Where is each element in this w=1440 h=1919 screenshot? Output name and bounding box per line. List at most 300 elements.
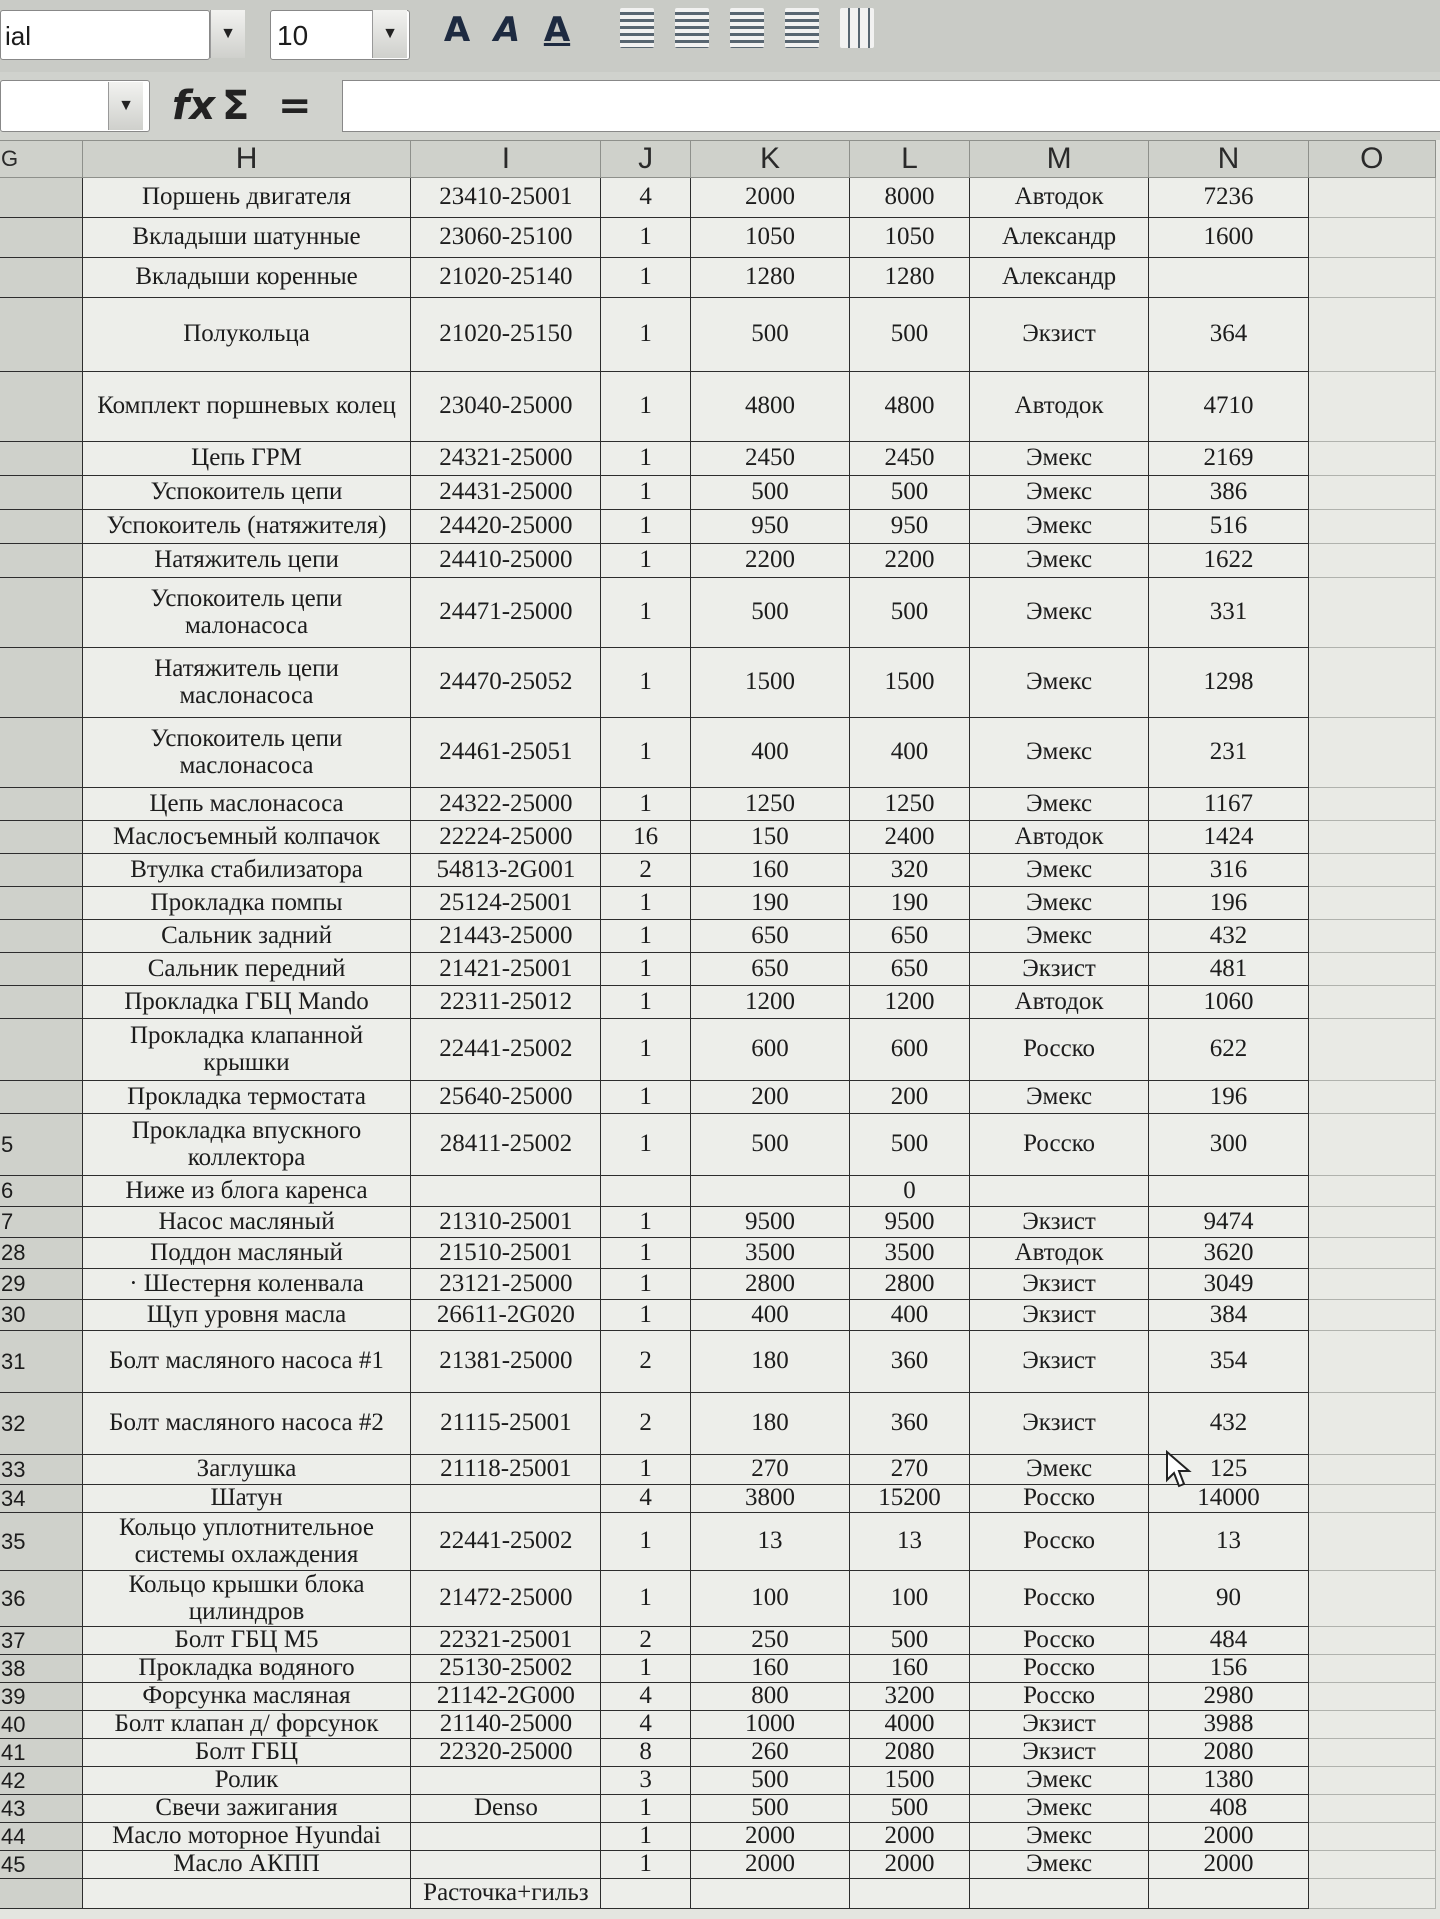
cell-m[interactable]: Экзист [969,298,1149,372]
cell-m[interactable]: Росско [969,1627,1149,1655]
cell-m[interactable]: Эмекс [969,920,1149,953]
cell-k[interactable]: 190 [690,887,849,920]
cell-i[interactable]: 24470-25052 [411,648,601,718]
cell-m[interactable]: Эмекс [969,1823,1149,1851]
cell-k[interactable] [690,1176,849,1207]
cell-l[interactable]: 2200 [850,544,970,578]
cell-m[interactable]: Экзист [969,1300,1149,1331]
cell-k[interactable]: 9500 [690,1207,849,1238]
cell-k[interactable]: 200 [690,1081,849,1114]
cell-h[interactable]: Болт масляного насоса #1 [82,1331,411,1393]
font-size-combobox[interactable]: 10 [270,10,410,60]
row-header[interactable]: 45 [0,1851,82,1879]
row-header[interactable]: 6 [0,1176,82,1207]
cell-i[interactable]: 24471-25000 [411,578,601,648]
cell-i[interactable]: 24322-25000 [411,788,601,821]
cell-i[interactable]: 22224-25000 [411,821,601,854]
cell-n[interactable]: 316 [1149,854,1308,887]
cell-h[interactable]: Прокладка впускного коллектора [82,1114,411,1176]
cell-k[interactable]: 950 [690,510,849,544]
cell-j[interactable]: 1 [601,986,691,1019]
cell-o[interactable] [1308,510,1435,544]
cell-o[interactable] [1308,178,1435,218]
cell-j[interactable] [601,1879,691,1909]
row-header[interactable]: 34 [0,1485,82,1513]
cell-n[interactable]: 1298 [1149,648,1308,718]
italic-icon[interactable]: A [493,10,521,50]
cell-i[interactable] [411,1823,601,1851]
cell-o[interactable] [1308,1795,1435,1823]
cell-i[interactable]: 24321-25000 [411,442,601,476]
cell-m[interactable] [969,1879,1149,1909]
column-header-g[interactable]: G [0,141,82,178]
row-header[interactable] [0,298,82,372]
cell-l[interactable]: 15200 [850,1485,970,1513]
cell-m[interactable]: Росско [969,1485,1149,1513]
cell-k[interactable]: 4800 [690,372,849,442]
cell-n[interactable]: 3049 [1149,1269,1308,1300]
row-header[interactable] [0,1019,82,1081]
row-header[interactable] [0,788,82,821]
cell-l[interactable]: 2000 [850,1851,970,1879]
cell-k[interactable]: 500 [690,1795,849,1823]
equals-icon[interactable]: = [278,83,312,129]
cell-j[interactable]: 1 [601,1655,691,1683]
row-header[interactable] [0,442,82,476]
cell-h[interactable]: Успокоитель цепи маслонасоса [82,718,411,788]
cell-h[interactable]: · Шестерня коленвала [82,1269,411,1300]
cell-k[interactable]: 2800 [690,1269,849,1300]
cell-j[interactable]: 1 [601,1455,691,1485]
cell-m[interactable]: Росско [969,1683,1149,1711]
cell-m[interactable]: Эмекс [969,1795,1149,1823]
cell-o[interactable] [1308,821,1435,854]
cell-i[interactable]: 23040-25000 [411,372,601,442]
row-header[interactable] [0,854,82,887]
cell-k[interactable]: 400 [690,1300,849,1331]
cell-i[interactable]: 54813-2G001 [411,854,601,887]
cell-h[interactable]: Вкладыши коренные [82,258,411,298]
row-header[interactable]: 43 [0,1795,82,1823]
row-header[interactable]: 30 [0,1300,82,1331]
cell-k[interactable]: 180 [690,1331,849,1393]
cell-k[interactable]: 500 [690,1114,849,1176]
cell-j[interactable]: 1 [601,648,691,718]
cell-h[interactable]: Поршень двигателя [82,178,411,218]
cell-n[interactable]: 2169 [1149,442,1308,476]
cell-l[interactable]: 600 [850,1019,970,1081]
cell-i[interactable]: 21381-25000 [411,1331,601,1393]
cell-n[interactable]: 622 [1149,1019,1308,1081]
cell-j[interactable]: 1 [601,1238,691,1269]
row-header[interactable] [0,1879,82,1909]
cell-h[interactable]: Полукольца [82,298,411,372]
cell-l[interactable]: 950 [850,510,970,544]
cell-j[interactable]: 4 [601,178,691,218]
cell-m[interactable]: Эмекс [969,442,1149,476]
justify-icon[interactable] [785,8,819,48]
cell-k[interactable]: 2450 [690,442,849,476]
cell-n[interactable]: 3988 [1149,1711,1308,1739]
cell-m[interactable]: Росско [969,1019,1149,1081]
cell-i[interactable]: 21310-25001 [411,1207,601,1238]
row-header[interactable]: 36 [0,1571,82,1627]
cell-h[interactable]: Ниже из блога каренса [82,1176,411,1207]
cell-k[interactable]: 800 [690,1683,849,1711]
cell-m[interactable]: Экзист [969,953,1149,986]
cell-n[interactable] [1149,1879,1308,1909]
cell-m[interactable]: Экзист [969,1331,1149,1393]
cell-m[interactable]: Автодок [969,372,1149,442]
cell-j[interactable]: 1 [601,544,691,578]
cell-j[interactable]: 2 [601,854,691,887]
cell-h[interactable]: Прокладка водяного [82,1655,411,1683]
cell-i[interactable]: 21140-25000 [411,1711,601,1739]
cell-n[interactable]: 354 [1149,1331,1308,1393]
cell-k[interactable]: 2000 [690,1851,849,1879]
cell-n[interactable]: 196 [1149,887,1308,920]
cell-j[interactable]: 1 [601,510,691,544]
cell-h[interactable]: Сальник передний [82,953,411,986]
cell-k[interactable]: 400 [690,718,849,788]
cell-l[interactable]: 9500 [850,1207,970,1238]
bold-icon[interactable]: A [443,10,471,50]
row-header[interactable]: 37 [0,1627,82,1655]
cell-i[interactable]: 24461-25051 [411,718,601,788]
cell-n[interactable]: 3620 [1149,1238,1308,1269]
cell-h[interactable]: Натяжитель цепи маслонасоса [82,648,411,718]
cell-k[interactable]: 500 [690,1767,849,1795]
cell-i[interactable] [411,1851,601,1879]
cell-n[interactable]: 331 [1149,578,1308,648]
cell-j[interactable]: 1 [601,372,691,442]
cell-j[interactable]: 1 [601,718,691,788]
cell-n[interactable]: 156 [1149,1655,1308,1683]
sum-icon[interactable]: Σ [222,83,250,129]
font-size-dropdown-button[interactable] [372,10,407,58]
cell-n[interactable] [1149,1176,1308,1207]
cell-i[interactable] [411,1485,601,1513]
cell-h[interactable]: Ролик [82,1767,411,1795]
cell-k[interactable]: 650 [690,920,849,953]
row-header[interactable] [0,544,82,578]
cell-h[interactable]: Болт ГБЦ М5 [82,1627,411,1655]
cell-j[interactable]: 4 [601,1683,691,1711]
cell-n[interactable]: 2080 [1149,1739,1308,1767]
cell-i[interactable]: 21443-25000 [411,920,601,953]
cell-h[interactable]: Щуп уровня масла [82,1300,411,1331]
cell-l[interactable]: 500 [850,578,970,648]
cell-l[interactable]: 360 [850,1393,970,1455]
cell-n[interactable]: 481 [1149,953,1308,986]
cell-h[interactable]: Прокладка ГБЦ Mando [82,986,411,1019]
cell-l[interactable]: 500 [850,476,970,510]
cell-j[interactable]: 1 [601,442,691,476]
cell-l[interactable]: 1280 [850,258,970,298]
cell-i[interactable]: 23410-25001 [411,178,601,218]
cell-i[interactable]: 21020-25150 [411,298,601,372]
cell-i[interactable]: 21510-25001 [411,1238,601,1269]
cell-n[interactable]: 2000 [1149,1851,1308,1879]
cell-l[interactable]: 0 [850,1176,970,1207]
cell-j[interactable]: 1 [601,1081,691,1114]
cell-h[interactable]: Болт масляного насоса #2 [82,1393,411,1455]
cell-m[interactable]: Эмекс [969,510,1149,544]
cell-j[interactable]: 2 [601,1627,691,1655]
cell-h[interactable]: Заглушка [82,1455,411,1485]
cell-n[interactable]: 1600 [1149,218,1308,258]
cell-n[interactable]: 1622 [1149,544,1308,578]
column-header-j[interactable]: J [601,141,691,178]
borders-icon[interactable] [840,8,874,48]
cell-k[interactable]: 500 [690,298,849,372]
cell-n[interactable]: 386 [1149,476,1308,510]
row-header[interactable] [0,510,82,544]
cell-k[interactable]: 1050 [690,218,849,258]
cell-k[interactable]: 500 [690,578,849,648]
cell-i[interactable]: 24420-25000 [411,510,601,544]
cell-j[interactable]: 1 [601,1269,691,1300]
cell-h[interactable]: Масло моторное Hyundai [82,1823,411,1851]
cell-h[interactable]: Насос масляный [82,1207,411,1238]
cell-j[interactable] [601,1176,691,1207]
cell-l[interactable]: 1200 [850,986,970,1019]
cell-o[interactable] [1308,718,1435,788]
cell-j[interactable]: 8 [601,1739,691,1767]
cell-h[interactable]: Комплект поршневых колец [82,372,411,442]
cell-l[interactable]: 160 [850,1655,970,1683]
row-header[interactable]: 39 [0,1683,82,1711]
row-header[interactable]: 35 [0,1513,82,1571]
row-header[interactable]: 5 [0,1114,82,1176]
cell-k[interactable]: 1500 [690,648,849,718]
cell-l[interactable]: 360 [850,1331,970,1393]
cell-k[interactable]: 3500 [690,1238,849,1269]
cell-m[interactable]: Эмекс [969,788,1149,821]
cell-j[interactable]: 1 [601,476,691,510]
cell-j[interactable]: 1 [601,218,691,258]
cell-o[interactable] [1308,372,1435,442]
row-header[interactable] [0,821,82,854]
cell-i[interactable] [411,1767,601,1795]
cell-j[interactable]: 1 [601,1571,691,1627]
cell-o[interactable] [1308,986,1435,1019]
row-header[interactable]: 32 [0,1393,82,1455]
cell-m[interactable]: Эмекс [969,476,1149,510]
row-header[interactable] [0,953,82,986]
cell-i[interactable]: 21118-25001 [411,1455,601,1485]
cell-o[interactable] [1308,1331,1435,1393]
row-header[interactable] [0,887,82,920]
cell-i[interactable]: 25124-25001 [411,887,601,920]
cell-o[interactable] [1308,1269,1435,1300]
row-header[interactable] [0,920,82,953]
row-header[interactable] [0,178,82,218]
cell-l[interactable] [850,1879,970,1909]
cell-j[interactable]: 1 [601,1114,691,1176]
cell-i[interactable]: Denso [411,1795,601,1823]
cell-o[interactable] [1308,1485,1435,1513]
cell-i[interactable]: 24410-25000 [411,544,601,578]
cell-m[interactable]: Эмекс [969,718,1149,788]
cell-o[interactable] [1308,442,1435,476]
cell-o[interactable] [1308,476,1435,510]
cell-i[interactable]: 21142-2G000 [411,1683,601,1711]
cell-k[interactable]: 160 [690,1655,849,1683]
cell-i[interactable]: 22441-25002 [411,1513,601,1571]
formula-input[interactable] [342,80,1440,132]
align-center-icon[interactable] [675,8,709,48]
cell-o[interactable] [1308,1823,1435,1851]
cell-n[interactable] [1149,258,1308,298]
cell-j[interactable]: 1 [601,578,691,648]
cell-m[interactable]: Автодок [969,986,1149,1019]
cell-o[interactable] [1308,1851,1435,1879]
cell-i[interactable]: 22311-25012 [411,986,601,1019]
cell-l[interactable]: 3500 [850,1238,970,1269]
cell-i[interactable]: 26611-2G020 [411,1300,601,1331]
row-header[interactable]: 44 [0,1823,82,1851]
cell-h[interactable]: Поддон масляный [82,1238,411,1269]
cell-i[interactable]: 21472-25000 [411,1571,601,1627]
row-header[interactable] [0,218,82,258]
cell-i[interactable]: Расточка+гильз [411,1879,601,1909]
cell-o[interactable] [1308,1571,1435,1627]
cell-h[interactable]: Болт ГБЦ [82,1739,411,1767]
cell-o[interactable] [1308,544,1435,578]
cell-k[interactable]: 260 [690,1739,849,1767]
cell-k[interactable]: 3800 [690,1485,849,1513]
cell-m[interactable]: Росско [969,1571,1149,1627]
cell-i[interactable]: 22320-25000 [411,1739,601,1767]
cell-h[interactable]: Вкладыши шатунные [82,218,411,258]
cell-o[interactable] [1308,1114,1435,1176]
row-header[interactable] [0,718,82,788]
cell-k[interactable]: 2000 [690,1823,849,1851]
cell-j[interactable]: 16 [601,821,691,854]
cell-m[interactable]: Автодок [969,821,1149,854]
cell-h[interactable]: Успокоитель (натяжителя) [82,510,411,544]
cell-k[interactable]: 270 [690,1455,849,1485]
cell-n[interactable]: 90 [1149,1571,1308,1627]
column-header-k[interactable]: K [690,141,849,178]
row-header[interactable]: 31 [0,1331,82,1393]
cell-l[interactable]: 500 [850,1627,970,1655]
font-name-combobox[interactable]: ial [0,10,210,60]
cell-k[interactable]: 1280 [690,258,849,298]
cell-o[interactable] [1308,887,1435,920]
cell-j[interactable]: 1 [601,1207,691,1238]
cell-h[interactable]: Прокладка помпы [82,887,411,920]
cell-j[interactable]: 4 [601,1711,691,1739]
cell-j[interactable]: 1 [601,258,691,298]
cell-o[interactable] [1308,1683,1435,1711]
row-header[interactable] [0,372,82,442]
cell-l[interactable]: 2080 [850,1739,970,1767]
cell-n[interactable]: 432 [1149,1393,1308,1455]
column-header-l[interactable]: L [850,141,970,178]
cell-h[interactable]: Маслосъемный колпачок [82,821,411,854]
cell-n[interactable]: 1167 [1149,788,1308,821]
cell-k[interactable]: 2000 [690,178,849,218]
cell-m[interactable] [969,1176,1149,1207]
cell-i[interactable]: 23060-25100 [411,218,601,258]
cell-n[interactable]: 1060 [1149,986,1308,1019]
cell-o[interactable] [1308,1455,1435,1485]
row-header[interactable] [0,1081,82,1114]
cell-h[interactable] [82,1879,411,1909]
spreadsheet-grid[interactable] [0,140,1440,1919]
cell-l[interactable]: 190 [850,887,970,920]
cell-o[interactable] [1308,1627,1435,1655]
cell-j[interactable]: 1 [601,953,691,986]
cell-m[interactable]: Росско [969,1655,1149,1683]
cell-i[interactable]: 21020-25140 [411,258,601,298]
cell-n[interactable]: 2000 [1149,1823,1308,1851]
cell-j[interactable]: 2 [601,1331,691,1393]
cell-k[interactable]: 500 [690,476,849,510]
row-header[interactable]: 7 [0,1207,82,1238]
cell-k[interactable]: 250 [690,1627,849,1655]
cell-j[interactable]: 1 [601,788,691,821]
cell-l[interactable]: 2400 [850,821,970,854]
cell-h[interactable]: Болт клапан д/ форсунок [82,1711,411,1739]
column-header-n[interactable]: N [1149,141,1308,178]
cell-m[interactable]: Экзист [969,1711,1149,1739]
cell-o[interactable] [1308,1739,1435,1767]
row-header[interactable] [0,578,82,648]
row-header[interactable]: 38 [0,1655,82,1683]
cell-i[interactable]: 21421-25001 [411,953,601,986]
cell-n[interactable]: 364 [1149,298,1308,372]
cell-j[interactable]: 1 [601,1300,691,1331]
cell-m[interactable]: Эмекс [969,1767,1149,1795]
name-box-dropdown-button[interactable] [108,82,143,130]
cell-o[interactable] [1308,1879,1435,1909]
cell-m[interactable]: Александр [969,258,1149,298]
cell-m[interactable]: Росско [969,1114,1149,1176]
row-header[interactable] [0,648,82,718]
cell-n[interactable]: 125 [1149,1455,1308,1485]
cell-n[interactable]: 231 [1149,718,1308,788]
cell-j[interactable]: 1 [601,298,691,372]
cell-m[interactable]: Автодок [969,178,1149,218]
cell-k[interactable]: 13 [690,1513,849,1571]
cell-n[interactable]: 196 [1149,1081,1308,1114]
cell-h[interactable]: Свечи зажигания [82,1795,411,1823]
row-header[interactable] [0,258,82,298]
cell-m[interactable]: Экзист [969,1739,1149,1767]
cell-l[interactable]: 650 [850,953,970,986]
cell-m[interactable]: Экзист [969,1393,1149,1455]
cell-o[interactable] [1308,953,1435,986]
cell-l[interactable]: 200 [850,1081,970,1114]
cell-l[interactable]: 4000 [850,1711,970,1739]
cell-m[interactable]: Александр [969,218,1149,258]
cell-m[interactable]: Экзист [969,1269,1149,1300]
cell-n[interactable]: 2980 [1149,1683,1308,1711]
cell-n[interactable]: 14000 [1149,1485,1308,1513]
cell-l[interactable]: 1500 [850,648,970,718]
font-name-dropdown-button[interactable] [210,10,245,58]
cell-h[interactable]: Прокладка клапанной крышки [82,1019,411,1081]
cell-o[interactable] [1308,1238,1435,1269]
cell-l[interactable]: 8000 [850,178,970,218]
cell-o[interactable] [1308,1711,1435,1739]
cell-n[interactable]: 1380 [1149,1767,1308,1795]
cell-h[interactable]: Втулка стабилизатора [82,854,411,887]
cell-o[interactable] [1308,258,1435,298]
